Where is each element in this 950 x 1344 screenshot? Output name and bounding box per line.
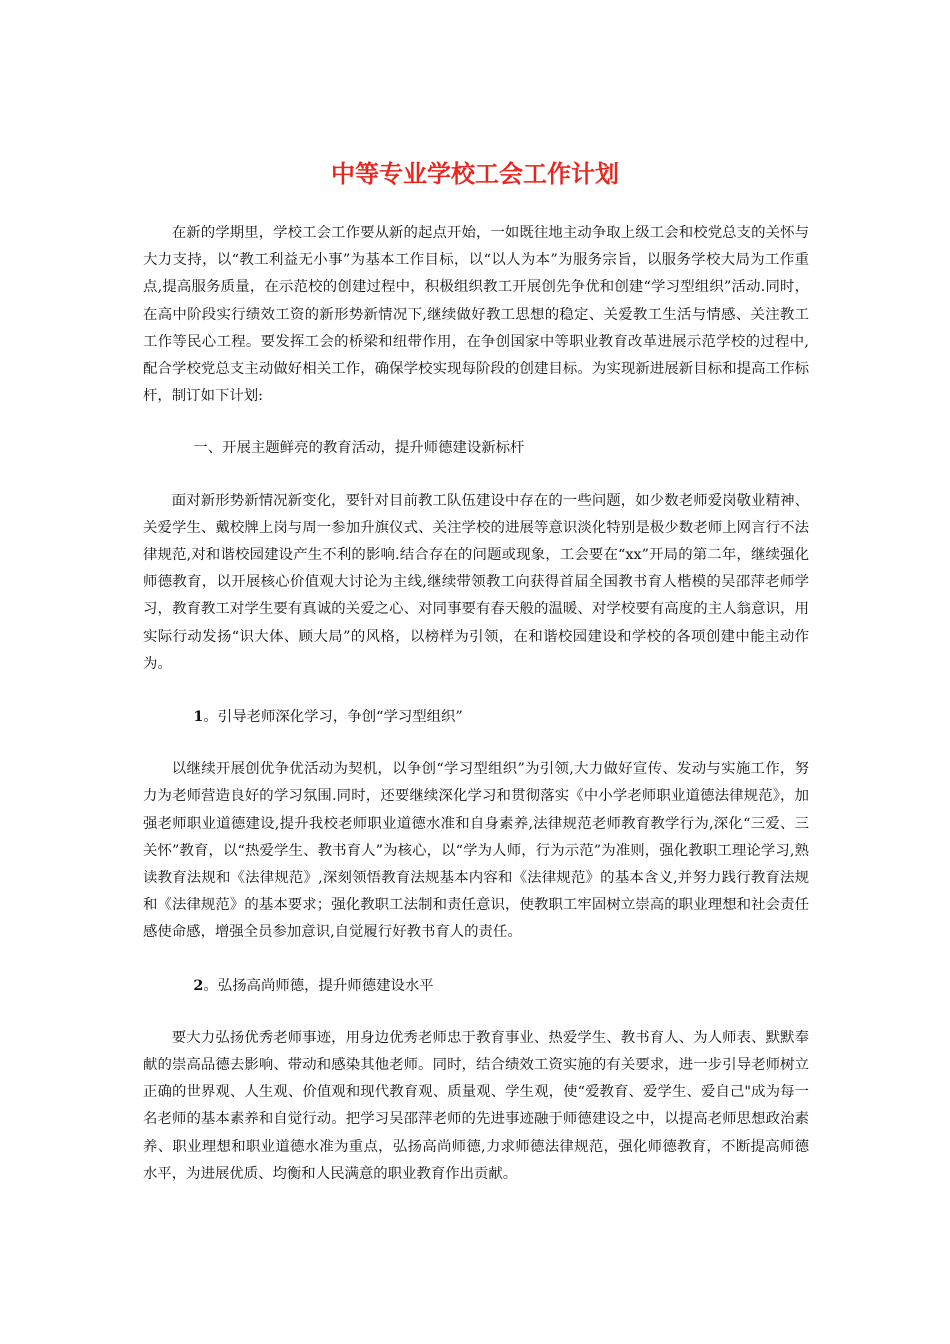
intro-paragraph: 在新的学期里，学校工会工作要从新的起点开始，一如既往地主动争取上级工会和校党总支的关怀与大力支持，以“教工利益无小事”为基本工作目标，以“以人为本”为服务宗旨，以服务学校大局为工作重点,提高服务质量，在示范校的创建过程中，积极组织教工开展创先争优和创建“学习型组织”活动.同时，在高中阶段实行绩效工资的新形势新情况下,继续做好教工思想的稳定、关爱教工生活与情感、关注教工工作等民心工程。要发挥工会的桥梁和纽带作用，在争创国家中等职业教育改革进展示范学校的过程中,配合学校党总支主动做好相关工作，确保学校实现每阶段的创建目标。为实现新进展新目标和提高工作标杆，制订如下计划: [143,225,809,405]
item-1-heading [143,703,809,731]
section-1-paragraph: 面对新形势新情况新变化，要针对目前教工队伍建设中存在的一些问题，如少数老师爱岗敬业精神、关爱学生、戴校牌上岗与周一参加升旗仪式、关注学校的进展等意识淡化特别是极少数老师上网言行不法律规范,对和谐校园建设产生不利的影响.结合存在的问题或现象，工会要在“xx”开局的第二年，继续强化师德教育，以开展核心价值观大讨论为主线,继续带领教工向获得首届全国教书育人楷模的吴邵萍老师学习，教育教工对学生要有真诚的关爱之心、对同事要有春天般的温暖、对学校要有高度的主人翁意识，用实际行动发扬“识大体、顾大局”的风格，以榜样为引领，在和谐校园建设和学校的各项创建中能主动作为。 [143,492,809,672]
document-title: 中等专业学校工会工作计划 [331,159,619,188]
item-2-paragraph: 要大力弘扬优秀老师事迹，用身边优秀老师忠于教育事业、热爱学生、教书育人、为人师表、默默奉献的崇高品德去影响、带动和感染其他老师。同时，结合绩效工资实施的有关要求，进一步引导老师树立正确的世界观、人生观、价值观和现代教育观、质量观、学生观，使“爱教育、爱学生、爱自己"成为每一名老师的基本素养和自觉行动。把学习吴邵萍老师的先进事迹融于师德建设之中，以提高老师思想政治素养、职业理想和职业道德水准为重点，弘扬高尚师德,力求师德法律规范，强化师德教育，不断提高师德水平，为进展优质、均衡和人民满意的职业教育作出贡献。 [143,1029,809,1182]
section-1-heading: 一、开展主题鲜亮的教育活动，提升师德建设新标杆 [193,440,525,457]
item-1-number: 1 [193,708,204,726]
document-body [143,220,809,1188]
item-2-number: 2 [193,976,204,994]
item-2-title: 。弘扬高尚师德，提升师德建设水平 [203,977,434,994]
item-1-paragraph: 以继续开展创优争优活动为契机，以争创“学习型组织”为引领,大力做好宣传、发动与实施工作，努力为老师营造良好的学习氛围.同时，还要继续深化学习和贯彻落实《中小学老师职业道德法律规范》，加强老师职业道德建设,提升我校老师职业道德水准和自身素养,法律规范老师教育教学行为,深化“三爱、三关怀”教育，以“热爱学生、教书育人”为核心，以“学为人师，行为示范”为准则，强化教职工理论学习,熟读教育法规和《法律规范》,深刻领悟教育法规基本内容和《法律规范》的基本含义,并努力践行教育法规和《法律规范》的基本要求；强化教职工法制和责任意识，使教职工牢固树立崇高的职业理想和社会责任感使命感，增强全员参加意识,自觉履行好教书育人的责任。 [143,761,809,941]
item-2-heading [143,972,809,1000]
item-1-title: 。引导老师深化学习，争创“学习型组织” [203,709,463,726]
